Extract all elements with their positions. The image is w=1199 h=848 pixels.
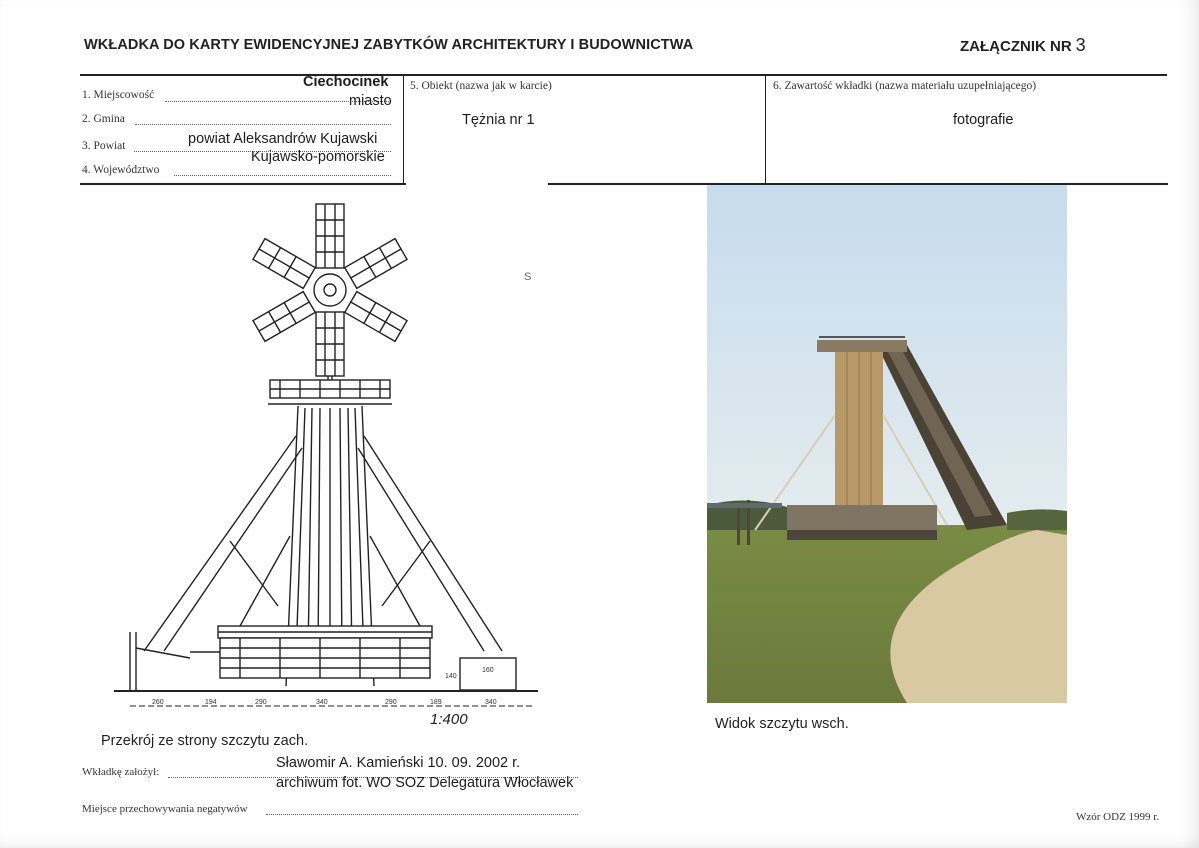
photo-caption: Widok szczytu wsch. — [715, 716, 849, 732]
dim-label: 340 — [316, 699, 328, 706]
town-label: 1. Miejscowość — [82, 89, 155, 101]
commune-dotted-line — [135, 124, 391, 125]
dim-label: 340 — [485, 699, 497, 706]
windmill-rotor — [253, 204, 407, 376]
top-platform — [268, 380, 392, 404]
contents-value: fotografie — [953, 112, 1014, 128]
district-value: powiat Aleksandrów Kujawski — [188, 131, 378, 147]
cross-section-drawing — [100, 186, 550, 726]
negatives-label: Miejsce przechowywania negatywów — [82, 803, 248, 815]
commune-value: miasto — [349, 93, 392, 109]
form-version: Wzór ODZ 1999 r. — [1076, 811, 1160, 823]
voivodeship-value: Kujawsko-pomorskie — [251, 149, 385, 165]
author-value: Sławomir A. Kamieński 10. 09. 2002 r. — [276, 755, 521, 771]
graduation-tower-drawing — [100, 186, 550, 726]
stray-mark: S — [524, 271, 532, 283]
dim-label: 290 — [255, 699, 267, 706]
commune-label: 2. Gmina — [82, 113, 125, 125]
voivodeship-dotted-line — [174, 175, 391, 176]
side-dim-label: 160 — [482, 667, 494, 674]
annex-number: 3 — [1075, 35, 1086, 55]
dim-label: 189 — [430, 699, 442, 706]
table-bottom-rule-left — [80, 183, 406, 185]
dim-label: 260 — [152, 699, 164, 706]
dim-label: 194 — [205, 699, 217, 706]
form-title: WKŁADKA DO KARTY EWIDENCYJNEJ ZABYTKÓW ARCHITEKTURY I BUDOWNICTWA — [84, 37, 694, 53]
district-label: 3. Powiat — [82, 140, 126, 152]
annex-label — [960, 35, 1086, 56]
column-divider-2 — [765, 74, 766, 184]
side-struts — [144, 436, 502, 651]
side-dim-label: 140 — [445, 673, 457, 680]
negatives-dotted-line — [266, 814, 578, 815]
archive-value: archiwum fot. WO SOZ Delegatura Włocławek — [276, 775, 574, 791]
drawing-scale: 1:400 — [430, 711, 468, 726]
object-value: Tężnia nr 1 — [462, 112, 535, 128]
annex-label-text: ZAŁĄCZNIK NR — [960, 38, 1072, 55]
base-basin — [130, 626, 516, 690]
photo-image — [707, 185, 1067, 703]
town-value: Ciechocinek — [303, 74, 389, 90]
column-divider-1 — [403, 74, 404, 184]
contents-label: 6. Zawartość wkładki (nazwa materiału uzupełniającego) — [773, 80, 1037, 92]
voivodeship-label: 4. Województwo — [82, 164, 160, 176]
drawing-caption: Przekrój ze strony szczytu zach. — [101, 733, 309, 749]
author-label: Wkładkę założył: — [82, 766, 160, 778]
dim-label: 290 — [385, 699, 397, 706]
object-label: 5. Obiekt (nazwa jak w karcie) — [410, 80, 552, 92]
table-top-rule — [80, 74, 1167, 76]
tower-photograph — [707, 185, 1067, 703]
